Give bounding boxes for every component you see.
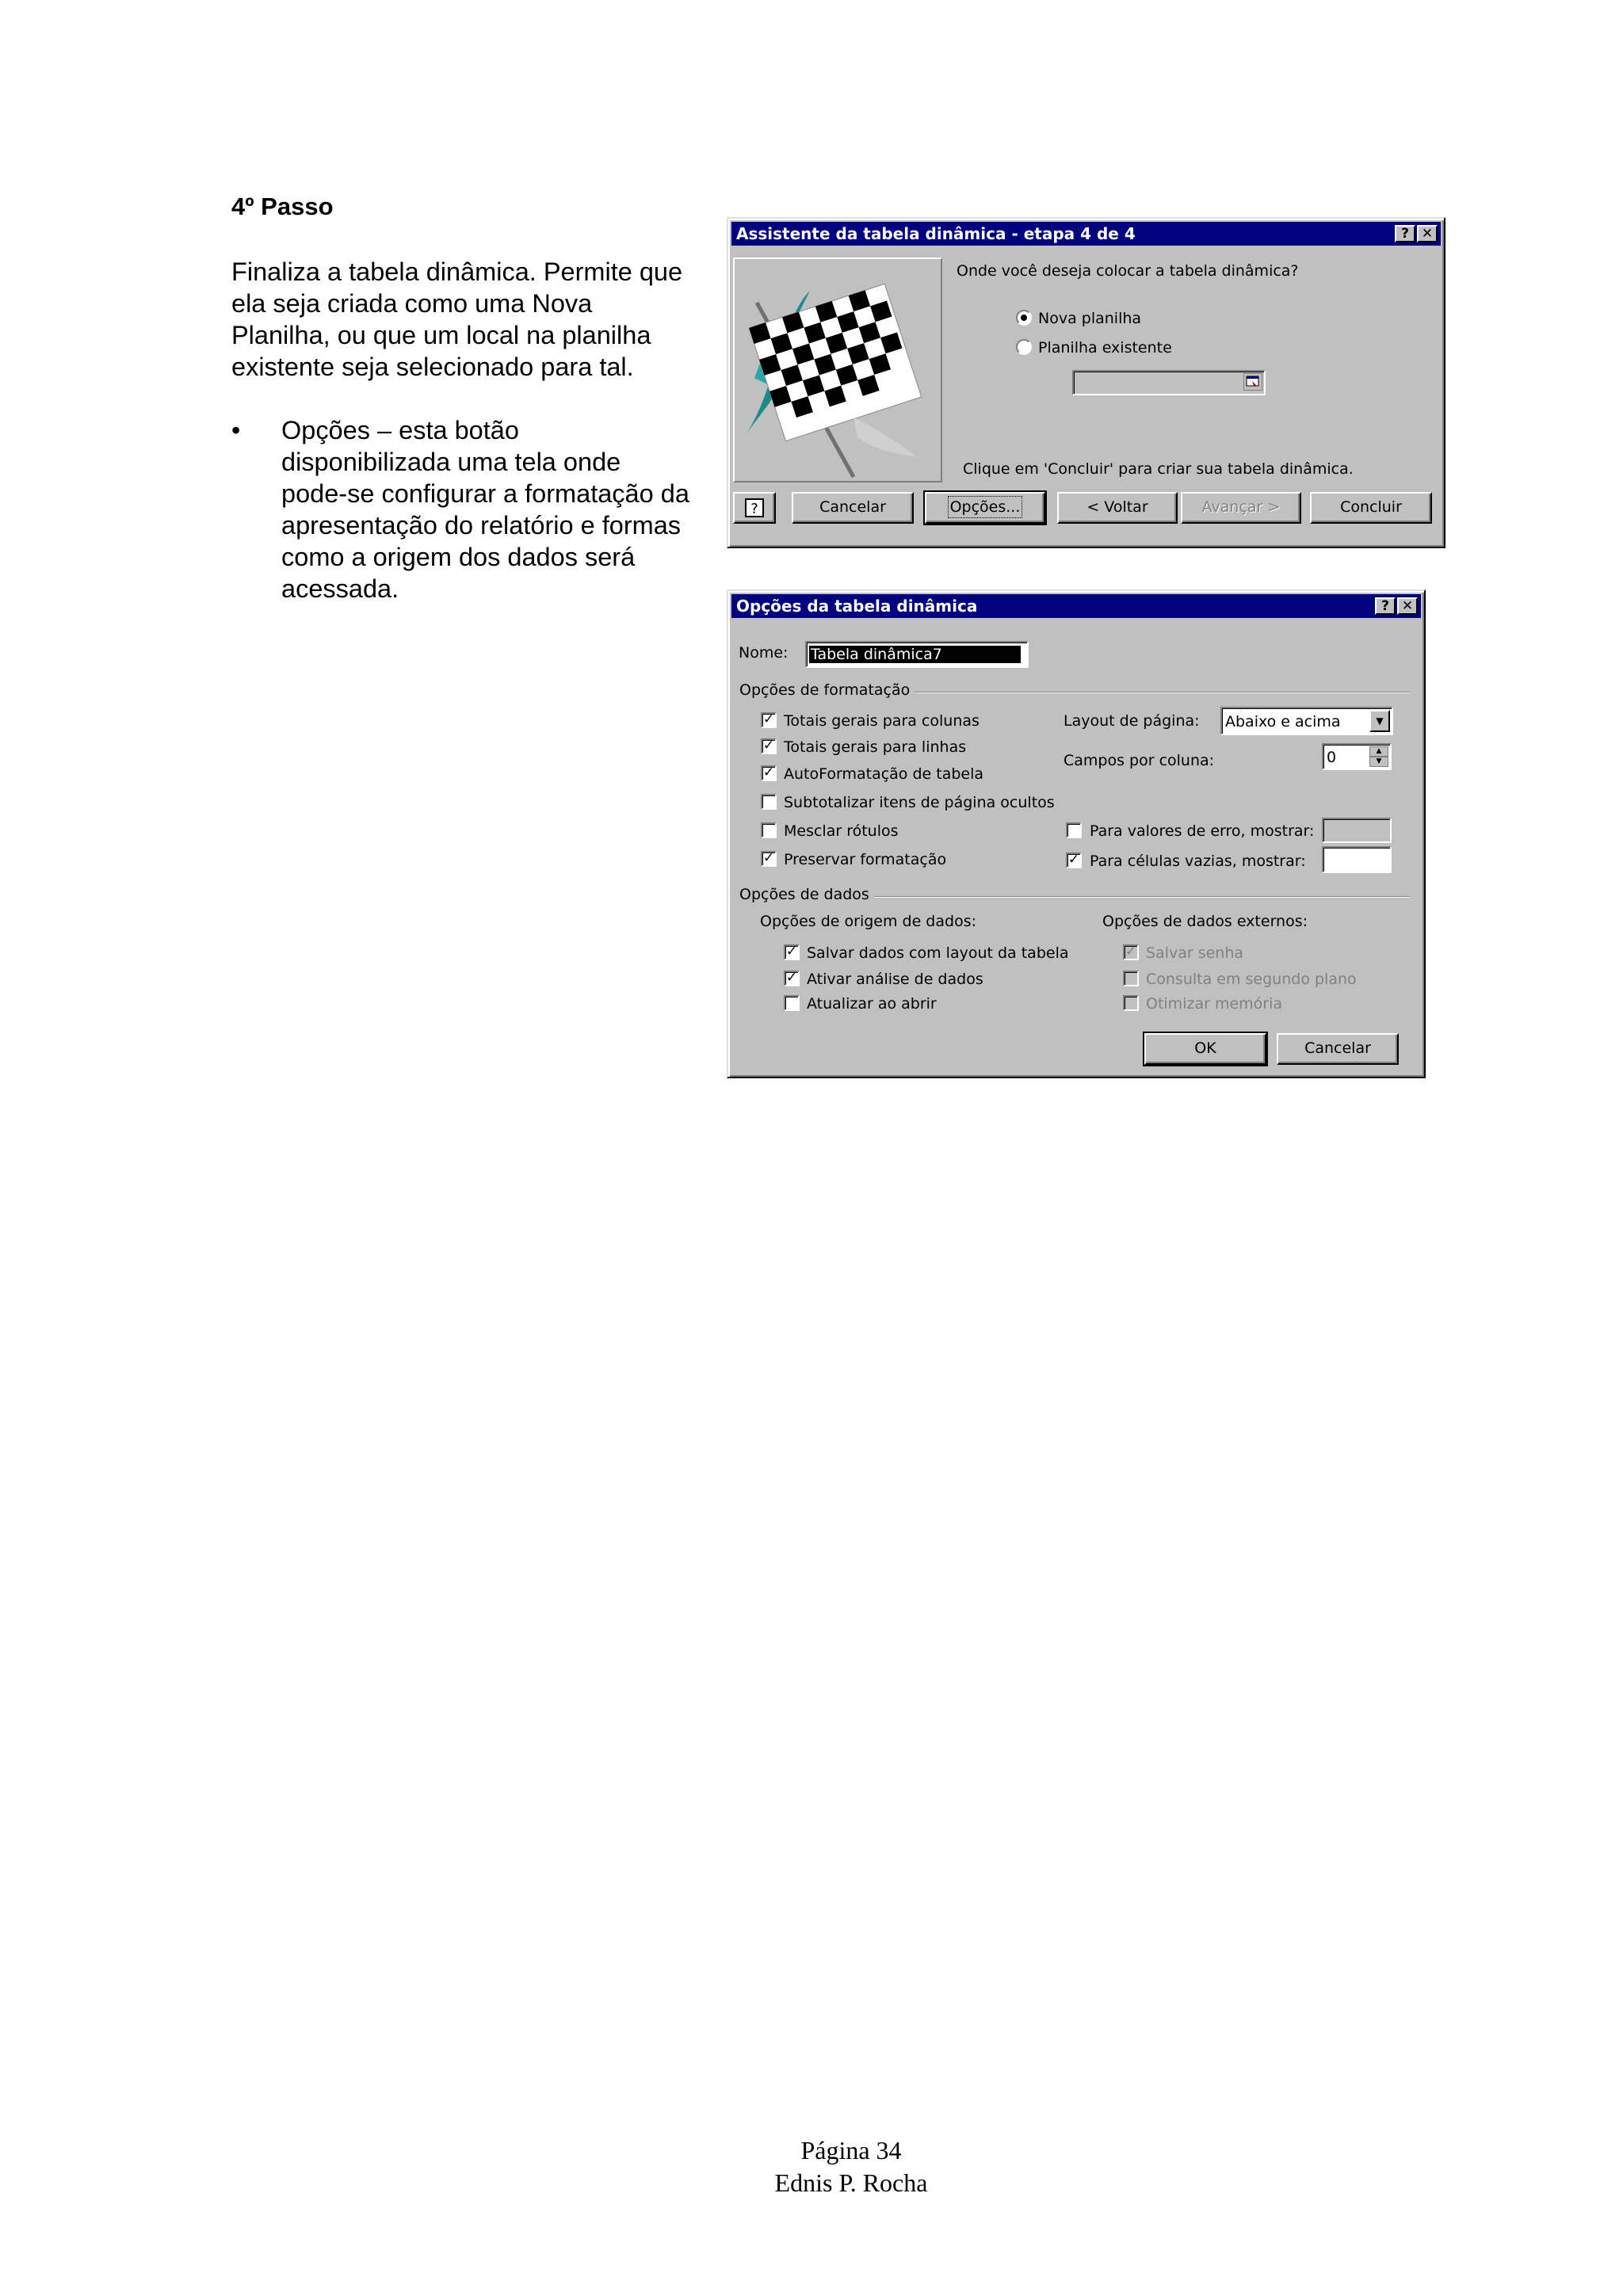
step-description: Finaliza a tabela dinâmica. Permite que ela seja criada como uma Nova Planilha, ou que um local na planilha existente seja selecionado para tal. bbox=[231, 257, 683, 381]
radio-new-sheet[interactable] bbox=[1016, 310, 1032, 326]
step-title: 4º Passo bbox=[231, 193, 334, 220]
checkbox-label[interactable]: Mesclar rótulos bbox=[784, 822, 899, 840]
options-title-bar bbox=[731, 594, 1421, 618]
checkbox-empty-cells[interactable]: ✓ bbox=[1066, 852, 1082, 868]
layout-select[interactable] bbox=[1220, 707, 1393, 735]
checkbox-label[interactable]: Totais gerais para linhas bbox=[784, 738, 967, 756]
error-values-label[interactable]: Para valores de erro, mostrar: bbox=[1090, 822, 1315, 840]
help-icon[interactable]: ? bbox=[1375, 597, 1396, 615]
chevron-down-icon[interactable]: ▼ bbox=[1369, 710, 1390, 732]
radio-existing-sheet[interactable] bbox=[1016, 339, 1032, 355]
checkbox-save-data[interactable]: ✓ bbox=[784, 944, 800, 960]
wizard-help-button[interactable] bbox=[733, 492, 776, 524]
spin-down-icon[interactable]: ▼ bbox=[1369, 757, 1388, 767]
finish-button[interactable]: Concluir bbox=[1310, 492, 1432, 524]
options-title: Opções da tabela dinâmica bbox=[736, 597, 978, 616]
wizard-title: Assistente da tabela dinâmica - etapa 4 de 4 bbox=[736, 224, 1136, 243]
checkbox-subtotal-hidden[interactable] bbox=[761, 794, 777, 810]
pivot-wizard-dialog bbox=[727, 217, 1445, 548]
radio-new-sheet-label[interactable]: Nova planilha bbox=[1038, 310, 1142, 327]
checkbox-optimize-memory[interactable] bbox=[1123, 995, 1139, 1011]
layout-value: Abaixo e acima bbox=[1225, 713, 1341, 730]
finish-hint: Clique em 'Concluir' para criar sua tabela dinâmica. bbox=[963, 460, 1354, 478]
spin-up-icon[interactable]: ▲ bbox=[1369, 746, 1388, 757]
ok-button[interactable]: OK bbox=[1144, 1033, 1266, 1065]
data-group-label: Opções de dados bbox=[738, 886, 874, 903]
name-input[interactable] bbox=[805, 641, 1029, 668]
checkbox-error-values[interactable] bbox=[1066, 822, 1082, 838]
checkbox-label[interactable]: Atualizar ao abrir bbox=[807, 995, 937, 1013]
checkbox-grand-totals-rows[interactable]: ✓ bbox=[761, 738, 777, 754]
radio-existing-sheet-label[interactable]: Planilha existente bbox=[1038, 339, 1172, 357]
wizard-title-bar bbox=[731, 222, 1441, 246]
checkbox-label[interactable]: Consulta em segundo plano bbox=[1146, 971, 1357, 988]
checkbox-label[interactable]: Preservar formatação bbox=[784, 851, 947, 868]
external-options-label: Opções de dados externos: bbox=[1102, 913, 1308, 930]
checkered-flag-image bbox=[733, 257, 942, 482]
close-icon[interactable]: ✕ bbox=[1417, 225, 1438, 242]
help-icon[interactable]: ? bbox=[1395, 225, 1415, 242]
layout-label: Layout de página: bbox=[1064, 712, 1200, 730]
page-number: Página 34 bbox=[800, 2136, 902, 2164]
bullet-symbol: • bbox=[231, 416, 241, 444]
checkbox-drill-down[interactable]: ✓ bbox=[784, 971, 800, 986]
close-icon[interactable]: ✕ bbox=[1397, 597, 1418, 615]
checkbox-label[interactable]: Otimizar memória bbox=[1146, 995, 1283, 1013]
bullet-text: Opções – esta botão disponibilizada uma tela onde pode-se configurar a formatação da apresentação do relatório e formas como a origem dos dados será acessada. bbox=[281, 416, 689, 603]
options-cancel-button[interactable]: Cancelar bbox=[1277, 1033, 1399, 1065]
fields-per-column-value: 0 bbox=[1327, 749, 1337, 766]
placement-question: Onde você deseja colocar a tabela dinâmica? bbox=[957, 262, 1299, 280]
checkbox-label[interactable]: Ativar análise de dados bbox=[807, 971, 983, 988]
flag-icon bbox=[735, 259, 941, 481]
source-options-label: Opções de origem de dados: bbox=[760, 913, 976, 930]
next-button[interactable]: Avançar > bbox=[1181, 492, 1301, 524]
checkbox-label[interactable]: Totais gerais para colunas bbox=[784, 712, 980, 730]
svg-text:?: ? bbox=[750, 501, 758, 517]
options-button[interactable] bbox=[925, 492, 1045, 524]
checkbox-label[interactable]: Salvar senha bbox=[1146, 944, 1244, 962]
empty-cells-label[interactable]: Para células vazias, mostrar: bbox=[1090, 852, 1306, 870]
pivot-options-dialog bbox=[727, 589, 1426, 1078]
checkbox-background-query[interactable] bbox=[1123, 971, 1139, 986]
author-name: Ednis P. Rocha bbox=[774, 2168, 928, 2197]
collapse-dialog-icon[interactable] bbox=[1243, 373, 1262, 391]
format-group-label: Opções de formatação bbox=[738, 681, 915, 699]
options-button-label: Opções... bbox=[949, 498, 1021, 516]
checkbox-refresh-open[interactable] bbox=[784, 995, 800, 1011]
error-values-input[interactable] bbox=[1322, 818, 1392, 843]
checkbox-label[interactable]: AutoFormatação de tabela bbox=[784, 765, 984, 783]
checkbox-preserve-format[interactable]: ✓ bbox=[761, 851, 777, 867]
checkbox-grand-totals-columns[interactable]: ✓ bbox=[761, 712, 777, 728]
checkbox-merge-labels[interactable] bbox=[761, 822, 777, 838]
cancel-button[interactable]: Cancelar bbox=[792, 492, 914, 524]
range-reference-input[interactable] bbox=[1072, 370, 1266, 395]
empty-cells-input[interactable] bbox=[1322, 846, 1392, 873]
checkbox-autoformat[interactable]: ✓ bbox=[761, 765, 777, 781]
fields-per-column-stepper[interactable] bbox=[1322, 743, 1392, 770]
checkbox-save-password[interactable]: ✓ bbox=[1123, 944, 1139, 960]
name-label: Nome: bbox=[739, 644, 789, 662]
back-button[interactable]: < Voltar bbox=[1057, 492, 1178, 524]
help-icon bbox=[744, 498, 765, 518]
fields-per-column-label: Campos por coluna: bbox=[1064, 752, 1215, 769]
checkbox-label[interactable]: Subtotalizar itens de página ocultos bbox=[784, 794, 1055, 811]
name-value: Tabela dinâmica7 bbox=[809, 646, 1021, 663]
checkbox-label[interactable]: Salvar dados com layout da tabela bbox=[807, 944, 1069, 962]
